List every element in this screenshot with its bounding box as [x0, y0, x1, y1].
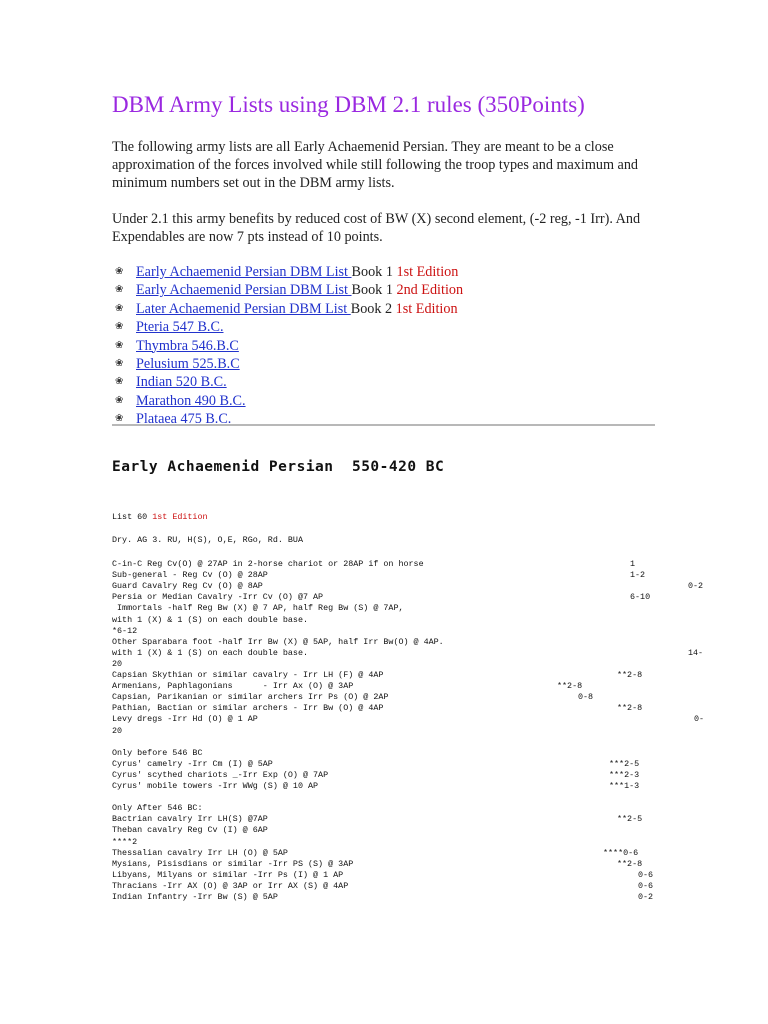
flower-bullet-icon: ❀ — [115, 413, 124, 425]
list-item — [112, 337, 463, 355]
horizontal-divider — [112, 424, 655, 426]
allowance-cell: **2-8 — [617, 670, 643, 680]
table-row: Levy dregs -Irr Hd (O) @ 1 AP — [112, 714, 258, 725]
table-row: Theban cavalry Reg Cv (I) @ 6AP — [112, 825, 268, 836]
table-row: with 1 (X) & 1 (S) on each double base. — [112, 614, 309, 625]
terrain-line: Dry. AG 3. RU, H(S), O,E, RGo, Rd. BUA — [112, 535, 303, 545]
link-thymbra[interactable]: Thymbra 546.B.C — [136, 337, 239, 354]
allowance-cell: 0-6 — [638, 869, 654, 880]
list-item — [112, 355, 463, 373]
table-row: Mysians, Pisisdians or similar -Irr PS (S) @ 3AP — [112, 858, 354, 869]
allowance-cell: 0-2 — [688, 581, 704, 592]
table-row: Guard Cavalry Reg Cv (O) @ 8AP — [112, 581, 263, 592]
army-list-links — [112, 263, 463, 429]
table-row: Immortals -half Reg Bw (X) @ 7 AP, half Reg Bw (S) @ 7AP, — [112, 603, 404, 614]
table-row: Armenians, Paphlagonians - Irr Ax (O) @ 3AP — [112, 681, 354, 692]
link-marathon[interactable]: Marathon 490 B.C. — [136, 392, 246, 409]
link-later-achaemenid-book2-1st[interactable]: Later Achaemenid Persian DBM List — [136, 300, 351, 317]
page-title: DBM Army Lists using DBM 2.1 rules (350Points) — [112, 92, 585, 117]
allowance-cell: 0-2 — [638, 892, 654, 902]
allowance-cell: ***1-3 — [609, 781, 640, 791]
allowance-cell: ***2-3 — [609, 769, 640, 780]
table-row: ****2 — [112, 836, 138, 847]
allowance-cell: 0-6 — [638, 880, 654, 891]
allowance-cell: **2-5 — [617, 814, 643, 825]
table-row: *6-12 — [112, 625, 138, 636]
table-row: Cyrus' mobile towers -Irr WWg (S) @ 10 AP — [112, 781, 319, 791]
link-early-achaemenid-book1-1st[interactable]: Early Achaemenid Persian DBM List — [136, 264, 352, 280]
table-row: Thracians -Irr AX (O) @ 3AP or Irr AX (S) @ 4AP — [112, 880, 349, 891]
flower-bullet-icon: ❀ — [115, 339, 124, 351]
allowance-cell: ****0-6 — [603, 847, 639, 858]
list-item — [112, 392, 463, 410]
table-row: 20 — [112, 725, 123, 736]
link-pteria[interactable]: Pteria 547 B.C. — [136, 319, 224, 336]
table-row: Capsian Skythian or similar cavalry - Irr LH (F) @ 4AP — [112, 670, 384, 680]
allowance-cell: 0-8 — [578, 692, 594, 703]
flower-bullet-icon: ❀ — [115, 321, 124, 333]
table-row: Persia or Median Cavalry -Irr Cv (O) @7 AP — [112, 592, 324, 603]
table-row: Indian Infantry -Irr Bw (S) @ 5AP — [112, 892, 278, 902]
allowance-cell: 1-2 — [630, 570, 646, 581]
table-row: Capsian, Parikanian or similar archers Irr Ps (O) @ 2AP — [112, 692, 389, 703]
allowance-cell: **2-8 — [557, 681, 583, 692]
allowance-cell: **2-8 — [617, 703, 643, 714]
link-indian[interactable]: Indian 520 B.C. — [136, 374, 227, 391]
table-row: Cyrus' camelry -Irr Cm (I) @ 5AP — [112, 758, 273, 769]
table-row: Libyans, Milyans or similar -Irr Ps (I) @ 1 AP — [112, 869, 344, 880]
table-row: Pathian, Bactian or similar archers - Irr Bw (O) @ 4AP — [112, 703, 384, 714]
table-row: Only before 546 BC — [112, 747, 203, 758]
allowance-cell: 14- — [688, 647, 704, 658]
allowance-cell: 6-10 — [630, 592, 651, 603]
table-row: Only After 546 BC: — [112, 803, 203, 814]
table-row: C-in-C Reg Cv(O) @ 27AP in 2-horse chariot or 28AP if on horse — [112, 559, 424, 569]
link-early-achaemenid-book1-2nd[interactable]: Early Achaemenid Persian DBM List — [136, 282, 352, 299]
link-pelusium[interactable]: Pelusium 525.B.C — [136, 355, 240, 372]
list-item: ❀ Later Achaemenid Persian DBM List Book 2 1st Edition — [115, 300, 458, 317]
flower-bullet-icon: ❀ — [115, 376, 124, 388]
table-row: Sub-general - Reg Cv (O) @ 28AP — [112, 570, 268, 581]
list-number-line: List 60 1st Edition — [112, 512, 208, 522]
list-item: ❀ Early Achaemenid Persian DBM List Book 1 2nd Edition — [115, 282, 464, 299]
allowance-cell: 0- — [694, 714, 705, 725]
table-row: Thessalian cavalry Irr LH (O) @ 5AP — [112, 847, 288, 858]
flower-bullet-icon: ❀ — [115, 394, 124, 406]
flower-bullet-icon: ❀ — [115, 357, 124, 369]
list-item — [112, 373, 463, 391]
flower-bullet-icon: ❀ — [115, 284, 124, 296]
table-row: with 1 (X) & 1 (S) on each double base. — [112, 647, 309, 658]
intro-paragraph: The following army lists are all Early Achaemenid Persian. They are meant to be a close approximation of the forces involved while still following the troop types and maximum and minimum numbers set out in the DBM army lists. — [112, 139, 639, 191]
list-item: ❀ Early Achaemenid Persian DBM List Book 1 1st Edition — [115, 264, 459, 280]
note-paragraph: Under 2.1 this army benefits by reduced cost of BW (X) second element, (-2 reg, -1 Irr). And Expendables are now 7 pts instead of 10 points. — [112, 211, 641, 245]
flower-bullet-icon: ❀ — [115, 266, 124, 277]
table-row: 20 — [112, 658, 123, 669]
allowance-cell: 1 — [630, 559, 636, 569]
link-plataea[interactable]: Plataea 475 B.C. — [136, 411, 232, 428]
table-row: Other Sparabara foot -half Irr Bw (X) @ 5AP, half Irr Bw(O) @ 4AP. — [112, 636, 444, 647]
allowance-cell: **2-8 — [617, 858, 643, 869]
table-row: Cyrus' scythed chariots _-Irr Exp (O) @ 7AP — [112, 769, 329, 780]
flower-bullet-icon: ❀ — [115, 302, 124, 314]
army-heading: Early Achaemenid Persian 550-420 BC — [112, 459, 445, 475]
list-item — [112, 318, 463, 336]
allowance-cell: ***2-5 — [609, 758, 640, 769]
table-row: Bactrian cavalry Irr LH(S) @7AP — [112, 814, 268, 825]
